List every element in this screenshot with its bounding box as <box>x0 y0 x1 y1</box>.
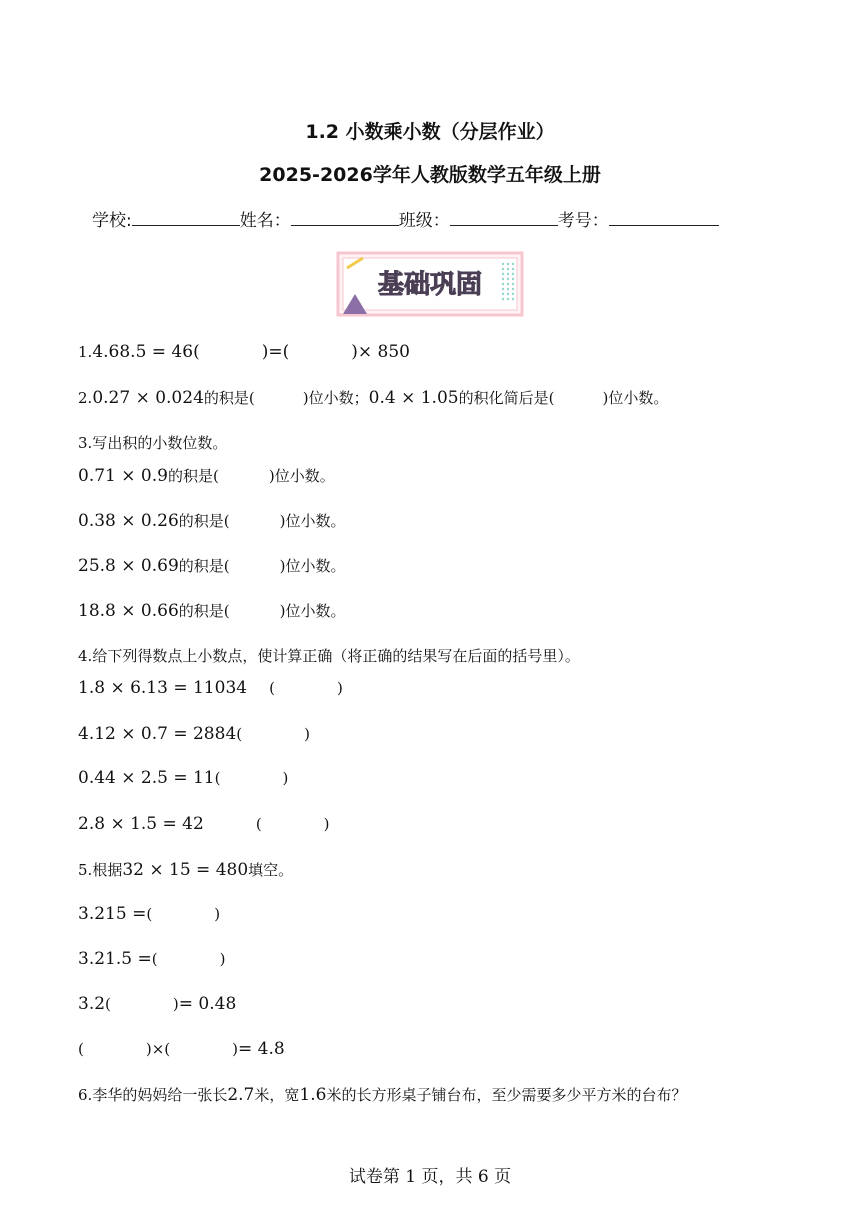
question-5: 5.根据32 × 15 = 480填空。 <box>78 860 294 880</box>
question-1: 1.4.68.5 = 46( )=( )× 850 <box>78 342 410 362</box>
question-5-item: 3.21.5 =( ) <box>78 949 226 969</box>
name-label: 姓名： <box>239 211 291 231</box>
question-5-item: 3.215 =( ) <box>78 904 221 924</box>
question-2: 2.0.27 × 0.024的积是( )位小数；0.4 × 1.05的积化简后是( )位小数。 <box>78 388 669 408</box>
question-3-item: 18.8 × 0.66的积是( )位小数。 <box>78 601 346 621</box>
page-title: 1.2 小数乘小数（分层作业） <box>305 121 555 143</box>
page-subtitle: 2025-2026学年人教版数学五年级上册 <box>259 164 601 186</box>
question-4-item: 2.8 × 1.5 = 42 ( ) <box>78 814 330 834</box>
question-3-item: 0.71 × 0.9的积是( )位小数。 <box>78 466 335 486</box>
number-label: 考号： <box>557 211 609 231</box>
question-4-item: 1.8 × 6.13 = 11034 ( ) <box>78 678 343 698</box>
question-4: 4.给下列得数点上小数点，使计算正确（将正确的结果写在后面的括号里）。 <box>78 647 580 665</box>
page-footer: 试卷第 1 页，共 6 页 <box>348 1167 512 1187</box>
class-label: 班级： <box>398 211 450 231</box>
question-5-item: 3.2( )= 0.48 <box>78 994 237 1014</box>
question-3-item: 25.8 × 0.69的积是( )位小数。 <box>78 556 346 576</box>
student-info-line <box>92 206 719 231</box>
question-3-item: 0.38 × 0.26的积是( )位小数。 <box>78 511 346 531</box>
question-5-item: ( )×( )= 4.8 <box>78 1039 285 1059</box>
badge-decoration-icon <box>335 250 525 318</box>
question-4-item: 0.44 × 2.5 = 11( ) <box>78 768 289 788</box>
number-blank[interactable] <box>609 211 719 226</box>
question-6: 6.李华的妈妈给一张长2.7米，宽1.6米的长方形桌子铺台布，至少需要多少平方米的台布？ <box>78 1085 687 1105</box>
name-blank[interactable] <box>291 211 399 226</box>
school-blank[interactable] <box>132 211 240 226</box>
question-4-item: 4.12 × 0.7 = 2884( ) <box>78 724 310 744</box>
section-badge-text: 基础巩固 <box>377 270 483 300</box>
section-badge <box>335 250 525 318</box>
school-label: 学校: <box>92 211 132 231</box>
class-blank[interactable] <box>450 211 558 226</box>
question-3: 3.写出积的小数位数。 <box>78 434 228 452</box>
